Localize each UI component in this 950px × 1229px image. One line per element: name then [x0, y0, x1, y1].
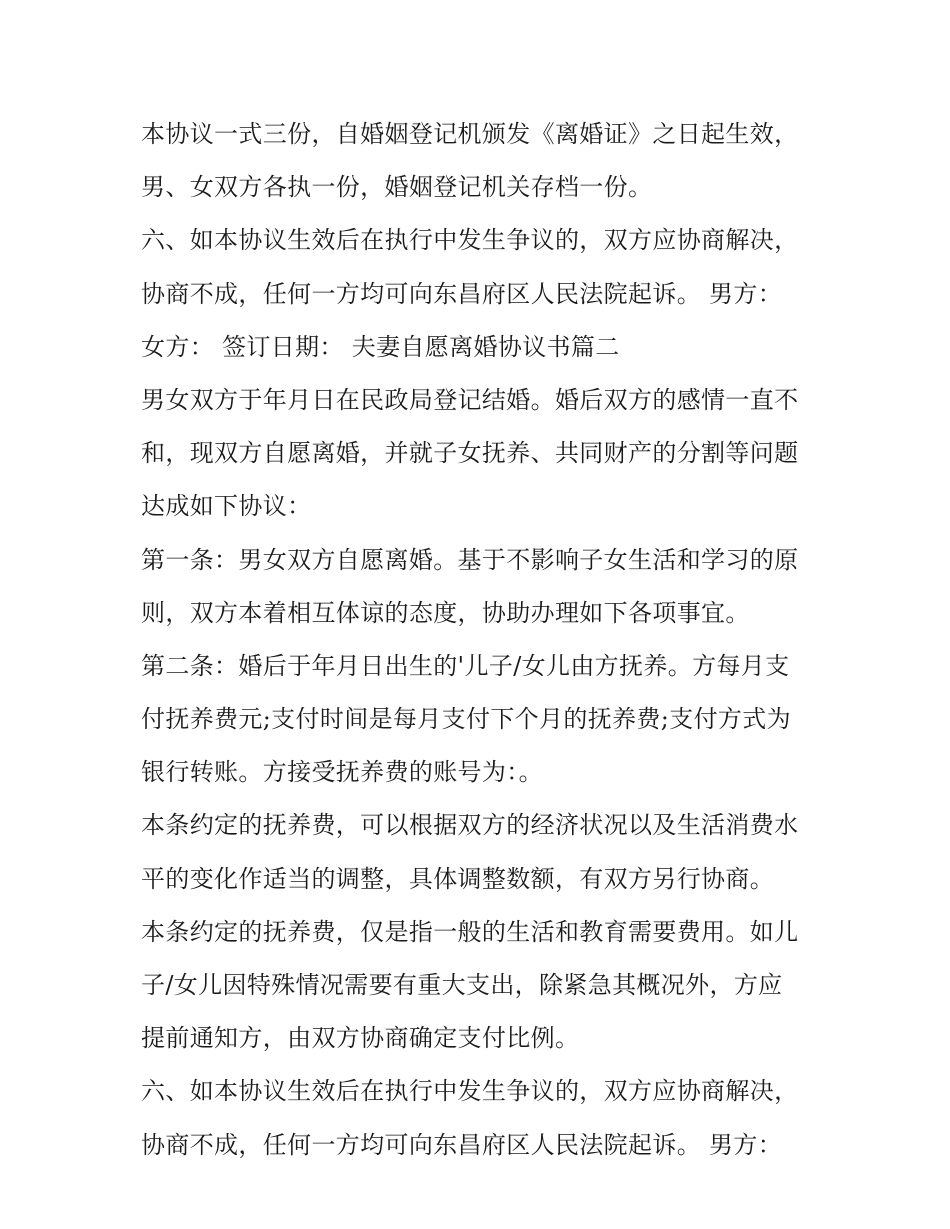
text-line-12: 付抚养费元;支付时间是每月支付下个月的抚养费;支付方式为 — [141, 705, 791, 734]
text-line-3: 六、如本协议生效后在执行中发生争议的，双方应协商解决， — [141, 226, 799, 255]
text-line-13: 银行转账。方接受抚养费的账号为：。 — [141, 758, 543, 787]
text-line-20: 协商不成，任何一方均可向东昌府区人民法院起诉。 男方： — [141, 1130, 783, 1159]
text-line-2: 男、女双方各执一份，婚姻登记机关存档一份。 — [141, 173, 653, 202]
text-line-9: 第一条：男女双方自愿离婚。基于不影响子女生活和学习的原 — [141, 545, 799, 574]
text-line-18: 提前通知方，由双方协商确定支付比例。 — [141, 1024, 580, 1053]
text-line-10: 则，双方本着相互体谅的态度，协助办理如下各项事宜。 — [141, 598, 750, 627]
text-line-5: 女方： 签订日期： 夫妻自愿离婚协议书篇二 — [141, 332, 620, 361]
document-body — [141, 108, 821, 1172]
text-line-8: 达成如下协议： — [141, 492, 312, 521]
text-line-15: 平的变化作适当的调整，具体调整数额，有双方另行协商。 — [141, 864, 775, 893]
text-line-1: 本协议一式三份，自婚姻登记机颁发《离婚证》之日起生效， — [141, 120, 799, 148]
text-line-7: 和，现双方自愿离婚，并就子女抚养、共同财产的分割等问题 — [141, 439, 799, 468]
text-line-4: 协商不成，任何一方均可向东昌府区人民法院起诉。 男方： — [141, 279, 783, 308]
text-line-6: 男女双方于年月日在民政局登记结婚。婚后双方的感情一直不 — [141, 385, 799, 414]
text-line-19: 六、如本协议生效后在执行中发生争议的，双方应协商解决， — [141, 1077, 799, 1106]
text-line-11: 第二条：婚后于年月日出生的'儿子/女儿由方抚养。方每月支 — [141, 651, 790, 680]
text-line-14: 本条约定的抚养费，可以根据双方的经济状况以及生活消费水 — [141, 811, 799, 840]
text-line-17: 子/女儿因特殊情况需要有重大支出，除紧急其概况外，方应 — [141, 971, 783, 999]
text-line-16: 本条约定的抚养费，仅是指一般的生活和教育需要费用。如儿 — [141, 917, 799, 946]
